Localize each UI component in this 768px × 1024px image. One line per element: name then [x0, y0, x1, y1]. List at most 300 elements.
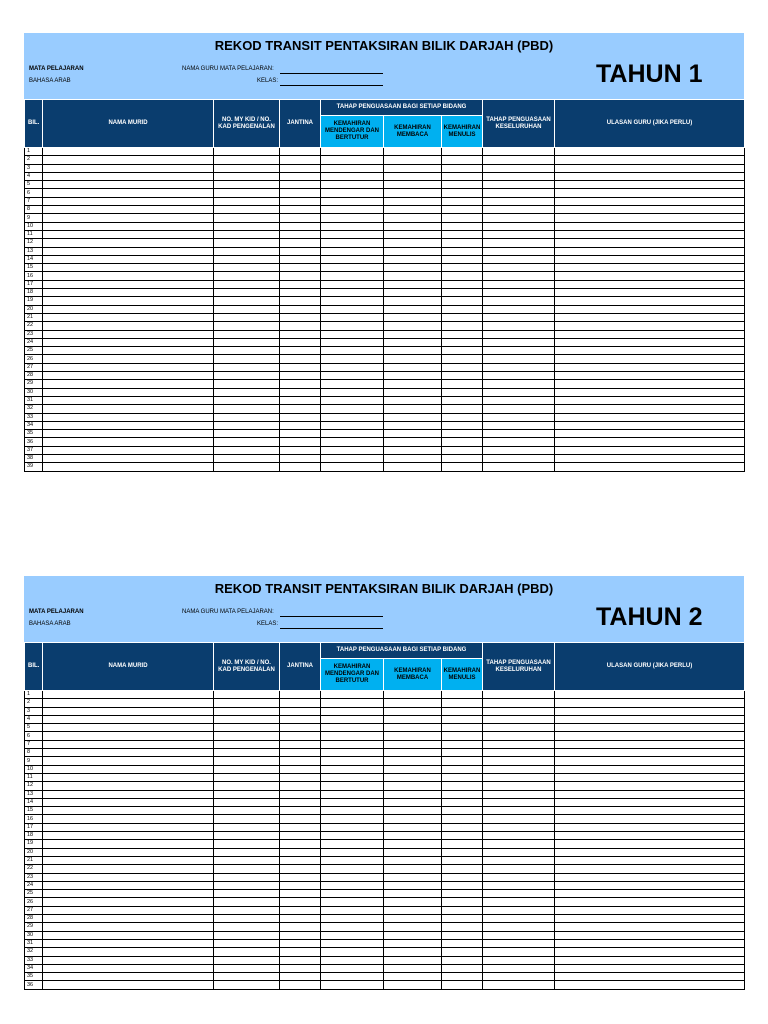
mendengar-cell[interactable] — [321, 214, 384, 222]
keseluruhan-cell[interactable] — [483, 289, 555, 297]
menulis-cell[interactable] — [442, 172, 483, 180]
ulasan-cell[interactable] — [555, 740, 745, 748]
jantina-cell[interactable] — [280, 222, 321, 230]
membaca-cell[interactable] — [384, 380, 442, 388]
nama-murid-cell[interactable] — [43, 264, 214, 272]
keseluruhan-cell[interactable] — [483, 815, 555, 823]
jantina-cell[interactable] — [280, 355, 321, 363]
mykid-cell[interactable] — [214, 164, 280, 172]
jantina-cell[interactable] — [280, 313, 321, 321]
menulis-cell[interactable] — [442, 264, 483, 272]
membaca-cell[interactable] — [384, 898, 442, 906]
menulis-cell[interactable] — [442, 421, 483, 429]
mykid-cell[interactable] — [214, 413, 280, 421]
keseluruhan-cell[interactable] — [483, 405, 555, 413]
nama-murid-cell[interactable] — [43, 815, 214, 823]
nama-murid-cell[interactable] — [43, 856, 214, 864]
jantina-cell[interactable] — [280, 790, 321, 798]
membaca-cell[interactable] — [384, 865, 442, 873]
jantina-cell[interactable] — [280, 388, 321, 396]
jantina-cell[interactable] — [280, 148, 321, 156]
mendengar-cell[interactable] — [321, 355, 384, 363]
ulasan-cell[interactable] — [555, 222, 745, 230]
nama-murid-cell[interactable] — [43, 715, 214, 723]
jantina-cell[interactable] — [280, 815, 321, 823]
mendengar-cell[interactable] — [321, 347, 384, 355]
keseluruhan-cell[interactable] — [483, 214, 555, 222]
jantina-cell[interactable] — [280, 239, 321, 247]
ulasan-cell[interactable] — [555, 815, 745, 823]
jantina-cell[interactable] — [280, 463, 321, 471]
ulasan-cell[interactable] — [555, 807, 745, 815]
ulasan-cell[interactable] — [555, 873, 745, 881]
nama-murid-cell[interactable] — [43, 239, 214, 247]
jantina-cell[interactable] — [280, 181, 321, 189]
keseluruhan-cell[interactable] — [483, 873, 555, 881]
nama-murid-cell[interactable] — [43, 931, 214, 939]
keseluruhan-cell[interactable] — [483, 189, 555, 197]
ulasan-cell[interactable] — [555, 214, 745, 222]
mykid-cell[interactable] — [214, 463, 280, 471]
membaca-cell[interactable] — [384, 699, 442, 707]
mendengar-cell[interactable] — [321, 873, 384, 881]
membaca-cell[interactable] — [384, 347, 442, 355]
ulasan-cell[interactable] — [555, 148, 745, 156]
keseluruhan-cell[interactable] — [483, 372, 555, 380]
menulis-cell[interactable] — [442, 798, 483, 806]
mykid-cell[interactable] — [214, 699, 280, 707]
menulis-cell[interactable] — [442, 823, 483, 831]
mykid-cell[interactable] — [214, 347, 280, 355]
mendengar-cell[interactable] — [321, 931, 384, 939]
nama-murid-cell[interactable] — [43, 214, 214, 222]
ulasan-cell[interactable] — [555, 289, 745, 297]
mykid-cell[interactable] — [214, 973, 280, 981]
ulasan-cell[interactable] — [555, 197, 745, 205]
nama-murid-cell[interactable] — [43, 355, 214, 363]
mendengar-cell[interactable] — [321, 148, 384, 156]
jantina-cell[interactable] — [280, 956, 321, 964]
mykid-cell[interactable] — [214, 272, 280, 280]
membaca-cell[interactable] — [384, 189, 442, 197]
membaca-cell[interactable] — [384, 305, 442, 313]
jantina-cell[interactable] — [280, 964, 321, 972]
nama-murid-cell[interactable] — [43, 848, 214, 856]
menulis-cell[interactable] — [442, 247, 483, 255]
mykid-cell[interactable] — [214, 438, 280, 446]
membaca-cell[interactable] — [384, 956, 442, 964]
membaca-cell[interactable] — [384, 973, 442, 981]
keseluruhan-cell[interactable] — [483, 438, 555, 446]
keseluruhan-cell[interactable] — [483, 956, 555, 964]
mendengar-cell[interactable] — [321, 890, 384, 898]
ulasan-cell[interactable] — [555, 247, 745, 255]
mykid-cell[interactable] — [214, 964, 280, 972]
mykid-cell[interactable] — [214, 691, 280, 699]
ulasan-cell[interactable] — [555, 421, 745, 429]
keseluruhan-cell[interactable] — [483, 421, 555, 429]
menulis-cell[interactable] — [442, 691, 483, 699]
jantina-cell[interactable] — [280, 322, 321, 330]
mendengar-cell[interactable] — [321, 807, 384, 815]
menulis-cell[interactable] — [442, 430, 483, 438]
ulasan-cell[interactable] — [555, 898, 745, 906]
nama-murid-cell[interactable] — [43, 222, 214, 230]
mendengar-cell[interactable] — [321, 757, 384, 765]
ulasan-cell[interactable] — [555, 840, 745, 848]
membaca-cell[interactable] — [384, 873, 442, 881]
keseluruhan-cell[interactable] — [483, 297, 555, 305]
keseluruhan-cell[interactable] — [483, 881, 555, 889]
membaca-cell[interactable] — [384, 405, 442, 413]
mykid-cell[interactable] — [214, 898, 280, 906]
mendengar-cell[interactable] — [321, 840, 384, 848]
jantina-cell[interactable] — [280, 915, 321, 923]
menulis-cell[interactable] — [442, 222, 483, 230]
jantina-cell[interactable] — [280, 156, 321, 164]
keseluruhan-cell[interactable] — [483, 247, 555, 255]
nama-murid-cell[interactable] — [43, 906, 214, 914]
mendengar-cell[interactable] — [321, 981, 384, 989]
menulis-cell[interactable] — [442, 790, 483, 798]
mykid-cell[interactable] — [214, 338, 280, 346]
menulis-cell[interactable] — [442, 757, 483, 765]
mendengar-cell[interactable] — [321, 413, 384, 421]
jantina-cell[interactable] — [280, 848, 321, 856]
nama-murid-cell[interactable] — [43, 289, 214, 297]
ulasan-cell[interactable] — [555, 164, 745, 172]
menulis-cell[interactable] — [442, 181, 483, 189]
nama-murid-cell[interactable] — [43, 956, 214, 964]
mykid-cell[interactable] — [214, 715, 280, 723]
ulasan-cell[interactable] — [555, 272, 745, 280]
ulasan-cell[interactable] — [555, 313, 745, 321]
mendengar-cell[interactable] — [321, 197, 384, 205]
menulis-cell[interactable] — [442, 330, 483, 338]
keseluruhan-cell[interactable] — [483, 939, 555, 947]
membaca-cell[interactable] — [384, 413, 442, 421]
membaca-cell[interactable] — [384, 823, 442, 831]
jantina-cell[interactable] — [280, 172, 321, 180]
jantina-cell[interactable] — [280, 206, 321, 214]
keseluruhan-cell[interactable] — [483, 848, 555, 856]
jantina-cell[interactable] — [280, 881, 321, 889]
ulasan-cell[interactable] — [555, 347, 745, 355]
mendengar-cell[interactable] — [321, 856, 384, 864]
keseluruhan-cell[interactable] — [483, 856, 555, 864]
jantina-cell[interactable] — [280, 272, 321, 280]
membaca-cell[interactable] — [384, 156, 442, 164]
menulis-cell[interactable] — [442, 438, 483, 446]
membaca-cell[interactable] — [384, 691, 442, 699]
membaca-cell[interactable] — [384, 222, 442, 230]
nama-murid-cell[interactable] — [43, 272, 214, 280]
membaca-cell[interactable] — [384, 172, 442, 180]
ulasan-cell[interactable] — [555, 405, 745, 413]
mendengar-cell[interactable] — [321, 405, 384, 413]
menulis-cell[interactable] — [442, 148, 483, 156]
mykid-cell[interactable] — [214, 939, 280, 947]
nama-murid-cell[interactable] — [43, 948, 214, 956]
jantina-cell[interactable] — [280, 330, 321, 338]
mykid-cell[interactable] — [214, 782, 280, 790]
nama-murid-cell[interactable] — [43, 206, 214, 214]
ulasan-cell[interactable] — [555, 413, 745, 421]
mendengar-cell[interactable] — [321, 848, 384, 856]
membaca-cell[interactable] — [384, 923, 442, 931]
jantina-cell[interactable] — [280, 421, 321, 429]
ulasan-cell[interactable] — [555, 773, 745, 781]
keseluruhan-cell[interactable] — [483, 172, 555, 180]
keseluruhan-cell[interactable] — [483, 206, 555, 214]
ulasan-cell[interactable] — [555, 230, 745, 238]
mykid-cell[interactable] — [214, 322, 280, 330]
nama-murid-cell[interactable] — [43, 305, 214, 313]
mykid-cell[interactable] — [214, 305, 280, 313]
keseluruhan-cell[interactable] — [483, 915, 555, 923]
menulis-cell[interactable] — [442, 388, 483, 396]
jantina-cell[interactable] — [280, 749, 321, 757]
mendengar-cell[interactable] — [321, 923, 384, 931]
mykid-cell[interactable] — [214, 798, 280, 806]
jantina-cell[interactable] — [280, 280, 321, 288]
menulis-cell[interactable] — [442, 915, 483, 923]
mendengar-cell[interactable] — [321, 446, 384, 454]
menulis-cell[interactable] — [442, 322, 483, 330]
nama-murid-cell[interactable] — [43, 981, 214, 989]
mendengar-cell[interactable] — [321, 239, 384, 247]
jantina-cell[interactable] — [280, 691, 321, 699]
membaca-cell[interactable] — [384, 396, 442, 404]
keseluruhan-cell[interactable] — [483, 898, 555, 906]
nama-murid-cell[interactable] — [43, 297, 214, 305]
nama-murid-cell[interactable] — [43, 964, 214, 972]
jantina-cell[interactable] — [280, 230, 321, 238]
mykid-cell[interactable] — [214, 197, 280, 205]
menulis-cell[interactable] — [442, 313, 483, 321]
keseluruhan-cell[interactable] — [483, 798, 555, 806]
jantina-cell[interactable] — [280, 923, 321, 931]
keseluruhan-cell[interactable] — [483, 148, 555, 156]
ulasan-cell[interactable] — [555, 388, 745, 396]
mykid-cell[interactable] — [214, 313, 280, 321]
ulasan-cell[interactable] — [555, 948, 745, 956]
ulasan-cell[interactable] — [555, 732, 745, 740]
keseluruhan-cell[interactable] — [483, 948, 555, 956]
menulis-cell[interactable] — [442, 848, 483, 856]
menulis-cell[interactable] — [442, 446, 483, 454]
keseluruhan-cell[interactable] — [483, 330, 555, 338]
jantina-cell[interactable] — [280, 782, 321, 790]
jantina-cell[interactable] — [280, 405, 321, 413]
membaca-cell[interactable] — [384, 264, 442, 272]
mykid-cell[interactable] — [214, 856, 280, 864]
keseluruhan-cell[interactable] — [483, 823, 555, 831]
mendengar-cell[interactable] — [321, 264, 384, 272]
mendengar-cell[interactable] — [321, 222, 384, 230]
keseluruhan-cell[interactable] — [483, 890, 555, 898]
ulasan-cell[interactable] — [555, 848, 745, 856]
keseluruhan-cell[interactable] — [483, 255, 555, 263]
ulasan-cell[interactable] — [555, 264, 745, 272]
mykid-cell[interactable] — [214, 297, 280, 305]
mendengar-cell[interactable] — [321, 430, 384, 438]
ulasan-cell[interactable] — [555, 280, 745, 288]
jantina-cell[interactable] — [280, 454, 321, 462]
mykid-cell[interactable] — [214, 906, 280, 914]
ulasan-cell[interactable] — [555, 890, 745, 898]
menulis-cell[interactable] — [442, 396, 483, 404]
mendengar-cell[interactable] — [321, 691, 384, 699]
ulasan-cell[interactable] — [555, 438, 745, 446]
mendengar-cell[interactable] — [321, 939, 384, 947]
nama-murid-cell[interactable] — [43, 148, 214, 156]
ulasan-cell[interactable] — [555, 430, 745, 438]
ulasan-cell[interactable] — [555, 330, 745, 338]
menulis-cell[interactable] — [442, 699, 483, 707]
mendengar-cell[interactable] — [321, 865, 384, 873]
membaca-cell[interactable] — [384, 749, 442, 757]
mykid-cell[interactable] — [214, 865, 280, 873]
menulis-cell[interactable] — [442, 164, 483, 172]
menulis-cell[interactable] — [442, 724, 483, 732]
ulasan-cell[interactable] — [555, 396, 745, 404]
ulasan-cell[interactable] — [555, 931, 745, 939]
menulis-cell[interactable] — [442, 890, 483, 898]
menulis-cell[interactable] — [442, 355, 483, 363]
nama-murid-cell[interactable] — [43, 840, 214, 848]
jantina-cell[interactable] — [280, 396, 321, 404]
menulis-cell[interactable] — [442, 807, 483, 815]
mykid-cell[interactable] — [214, 396, 280, 404]
mykid-cell[interactable] — [214, 931, 280, 939]
menulis-cell[interactable] — [442, 732, 483, 740]
keseluruhan-cell[interactable] — [483, 715, 555, 723]
nama-murid-cell[interactable] — [43, 865, 214, 873]
jantina-cell[interactable] — [280, 798, 321, 806]
membaca-cell[interactable] — [384, 856, 442, 864]
menulis-cell[interactable] — [442, 898, 483, 906]
nama-murid-cell[interactable] — [43, 372, 214, 380]
membaca-cell[interactable] — [384, 815, 442, 823]
ulasan-cell[interactable] — [555, 206, 745, 214]
menulis-cell[interactable] — [442, 463, 483, 471]
nama-murid-cell[interactable] — [43, 454, 214, 462]
mykid-cell[interactable] — [214, 189, 280, 197]
membaca-cell[interactable] — [384, 197, 442, 205]
ulasan-cell[interactable] — [555, 297, 745, 305]
mendengar-cell[interactable] — [321, 973, 384, 981]
mykid-cell[interactable] — [214, 765, 280, 773]
keseluruhan-cell[interactable] — [483, 272, 555, 280]
keseluruhan-cell[interactable] — [483, 981, 555, 989]
jantina-cell[interactable] — [280, 699, 321, 707]
ulasan-cell[interactable] — [555, 363, 745, 371]
mendengar-cell[interactable] — [321, 322, 384, 330]
keseluruhan-cell[interactable] — [483, 840, 555, 848]
keseluruhan-cell[interactable] — [483, 906, 555, 914]
mykid-cell[interactable] — [214, 206, 280, 214]
mendengar-cell[interactable] — [321, 906, 384, 914]
mykid-cell[interactable] — [214, 363, 280, 371]
jantina-cell[interactable] — [280, 289, 321, 297]
jantina-cell[interactable] — [280, 840, 321, 848]
membaca-cell[interactable] — [384, 230, 442, 238]
mendengar-cell[interactable] — [321, 363, 384, 371]
menulis-cell[interactable] — [442, 413, 483, 421]
nama-murid-cell[interactable] — [43, 330, 214, 338]
menulis-cell[interactable] — [442, 280, 483, 288]
jantina-cell[interactable] — [280, 363, 321, 371]
ulasan-cell[interactable] — [555, 906, 745, 914]
mykid-cell[interactable] — [214, 421, 280, 429]
mendengar-cell[interactable] — [321, 396, 384, 404]
keseluruhan-cell[interactable] — [483, 388, 555, 396]
nama-murid-cell[interactable] — [43, 823, 214, 831]
keseluruhan-cell[interactable] — [483, 454, 555, 462]
mendengar-cell[interactable] — [321, 749, 384, 757]
membaca-cell[interactable] — [384, 338, 442, 346]
keseluruhan-cell[interactable] — [483, 380, 555, 388]
menulis-cell[interactable] — [442, 707, 483, 715]
nama-murid-cell[interactable] — [43, 322, 214, 330]
menulis-cell[interactable] — [442, 873, 483, 881]
nama-murid-cell[interactable] — [43, 898, 214, 906]
mykid-cell[interactable] — [214, 923, 280, 931]
mykid-cell[interactable] — [214, 156, 280, 164]
jantina-cell[interactable] — [280, 724, 321, 732]
nama-murid-cell[interactable] — [43, 890, 214, 898]
mykid-cell[interactable] — [214, 454, 280, 462]
menulis-cell[interactable] — [442, 156, 483, 164]
mykid-cell[interactable] — [214, 255, 280, 263]
mendengar-cell[interactable] — [321, 330, 384, 338]
mykid-cell[interactable] — [214, 740, 280, 748]
jantina-cell[interactable] — [280, 732, 321, 740]
keseluruhan-cell[interactable] — [483, 740, 555, 748]
jantina-cell[interactable] — [280, 906, 321, 914]
keseluruhan-cell[interactable] — [483, 396, 555, 404]
ulasan-cell[interactable] — [555, 749, 745, 757]
jantina-cell[interactable] — [280, 247, 321, 255]
jantina-cell[interactable] — [280, 430, 321, 438]
mendengar-cell[interactable] — [321, 699, 384, 707]
ulasan-cell[interactable] — [555, 355, 745, 363]
nama-murid-cell[interactable] — [43, 230, 214, 238]
ulasan-cell[interactable] — [555, 715, 745, 723]
nama-murid-cell[interactable] — [43, 197, 214, 205]
mendengar-cell[interactable] — [321, 463, 384, 471]
membaca-cell[interactable] — [384, 421, 442, 429]
menulis-cell[interactable] — [442, 454, 483, 462]
nama-murid-cell[interactable] — [43, 724, 214, 732]
ulasan-cell[interactable] — [555, 255, 745, 263]
jantina-cell[interactable] — [280, 773, 321, 781]
menulis-cell[interactable] — [442, 363, 483, 371]
mendengar-cell[interactable] — [321, 206, 384, 214]
keseluruhan-cell[interactable] — [483, 363, 555, 371]
mykid-cell[interactable] — [214, 948, 280, 956]
nama-murid-cell[interactable] — [43, 707, 214, 715]
keseluruhan-cell[interactable] — [483, 156, 555, 164]
membaca-cell[interactable] — [384, 840, 442, 848]
keseluruhan-cell[interactable] — [483, 222, 555, 230]
nama-murid-cell[interactable] — [43, 832, 214, 840]
ulasan-cell[interactable] — [555, 189, 745, 197]
nama-murid-cell[interactable] — [43, 396, 214, 404]
mendengar-cell[interactable] — [321, 380, 384, 388]
mendengar-cell[interactable] — [321, 948, 384, 956]
